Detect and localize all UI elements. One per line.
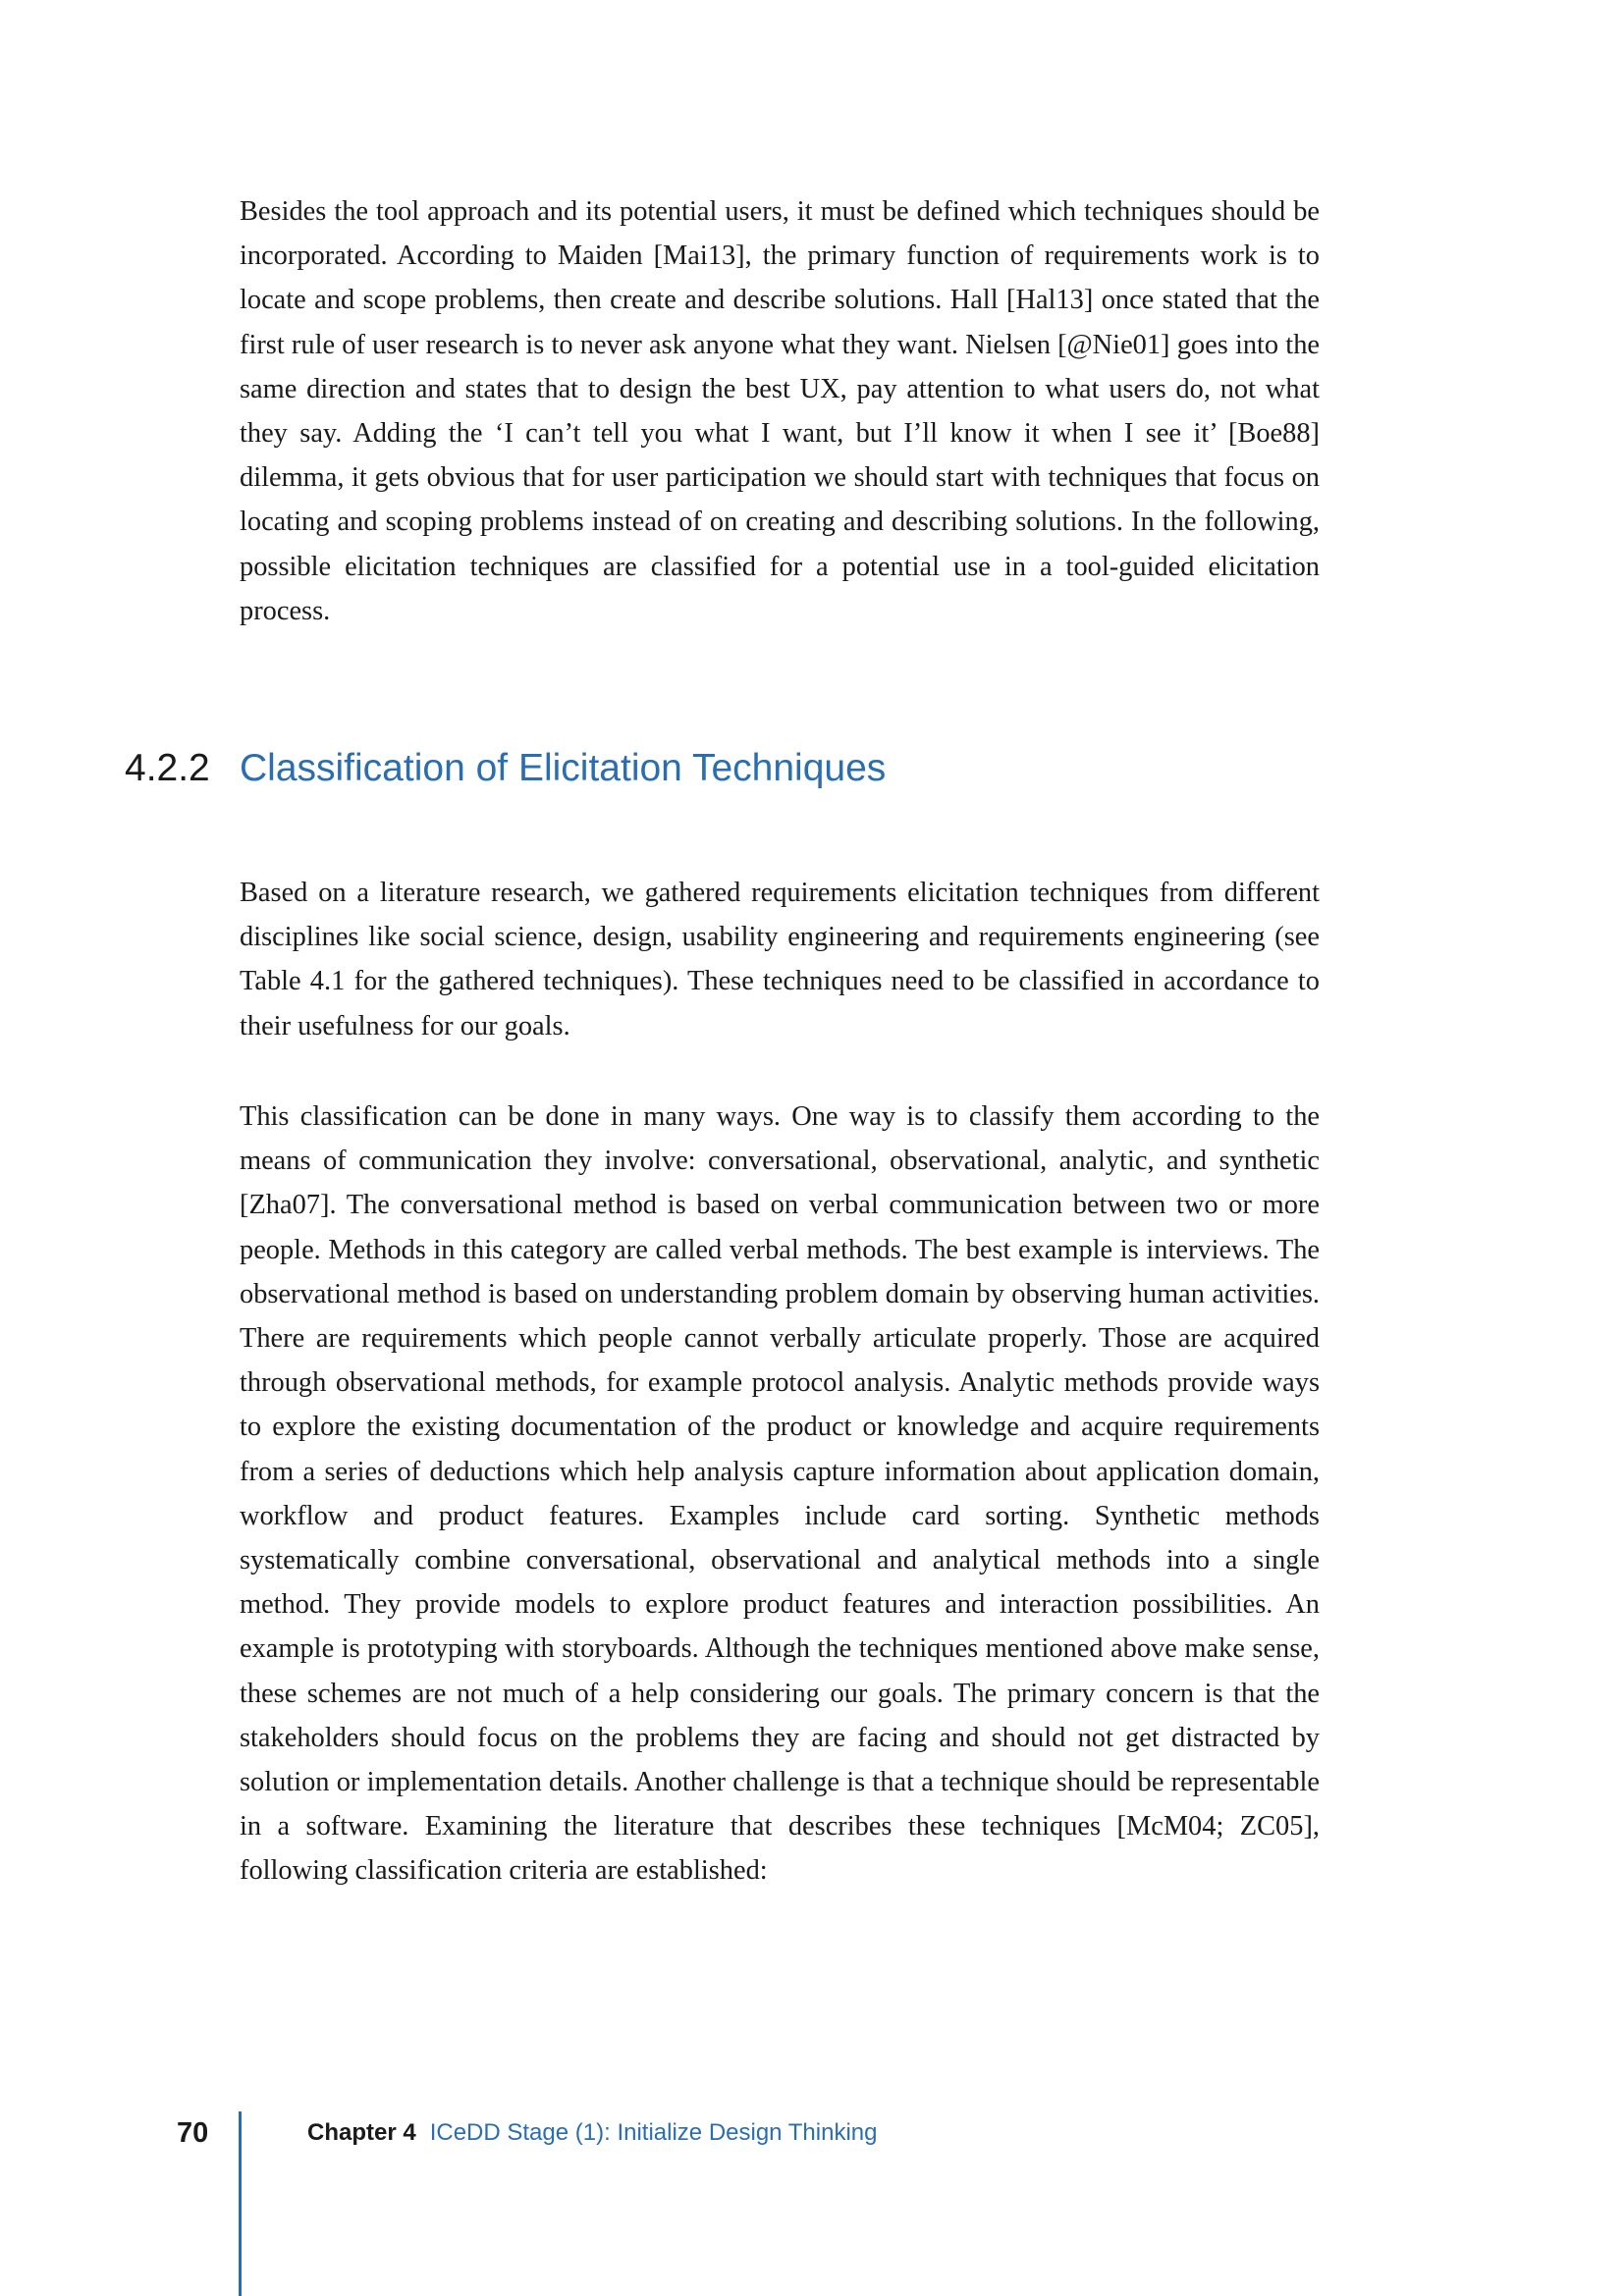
running-footer (307, 2117, 877, 2149)
chapter-title: ICeDD Stage (1): Initialize Design Thinking (429, 2119, 878, 2146)
chapter-label: Chapter 4 (307, 2119, 416, 2146)
section-paragraph-2: This classification can be done in many ways. One way is to classify them according to the means of communication they involve: conversational, observational, analytic, and synthetic [Zha07]. The conversational method is based on verbal communication between two or more people. Methods in this category are called verbal methods. The best example is interviews. The observational method is based on understanding problem domain by observing human activities. There are requirements which people cannot verbally articulate properly. Those are acquired through observational methods, for example protocol analysis. Analytic methods provide ways to explore the existing documentation of the product or knowledge and acquire requirements from a series of deductions which help analysis capture information about application domain, workflow and product features. Examples include card sorting. Synthetic methods systematically combine conversational, observational and analytical methods into a single method. They provide models to explore product features and interaction possibilities. An example is prototyping with storyboards. Although the techniques mentioned above make sense, these schemes are not much of a help considering our goals. The primary concern is that the stakeholders should focus on the problems they are facing and should not get distracted by solution or implementation details. Another challenge is that a technique should be representable in a software. Examining the literature that describes these techniques [McM04; ZC05], following classification criteria are established: (240, 1101, 1320, 1887)
section-title: Classification of Elicitation Techniques (240, 747, 887, 789)
footer-divider (239, 2111, 242, 2296)
section-paragraph-1: Based on a literature research, we gathered requirements elicitation techniques from different disciplines like social science, design, usability engineering and requirements engineering (see Table 4.1 for the gathered techniques). These techniques need to be classified in accordance to their usefulness for our goals. (240, 878, 1320, 1041)
section-heading (125, 744, 886, 793)
page-number: 70 (177, 2117, 209, 2149)
intro-paragraph: Besides the tool approach and its potential users, it must be defined which techniques should be incorporated. According to Maiden [Mai13], the primary function of requirements work is to locate and scope problems, then create and describe solutions. Hall [Hal13] once stated that the first rule of user research is to never ask anyone what they want. Nielsen [@Nie01] goes into the same direction and states that to design the best UX, pay attention to what users do, not what they say. Adding the ‘I can’t tell you what I want, but I’ll know it when I see it’ [Boe88] dilemma, it gets obvious that for user participation we should start with techniques that focus on locating and scoping problems instead of on creating and describing solutions. In the following, possible elicitation techniques are classified for a potential use in a tool-guided elicitation process. (240, 196, 1320, 626)
section-number: 4.2.2 (125, 747, 210, 789)
